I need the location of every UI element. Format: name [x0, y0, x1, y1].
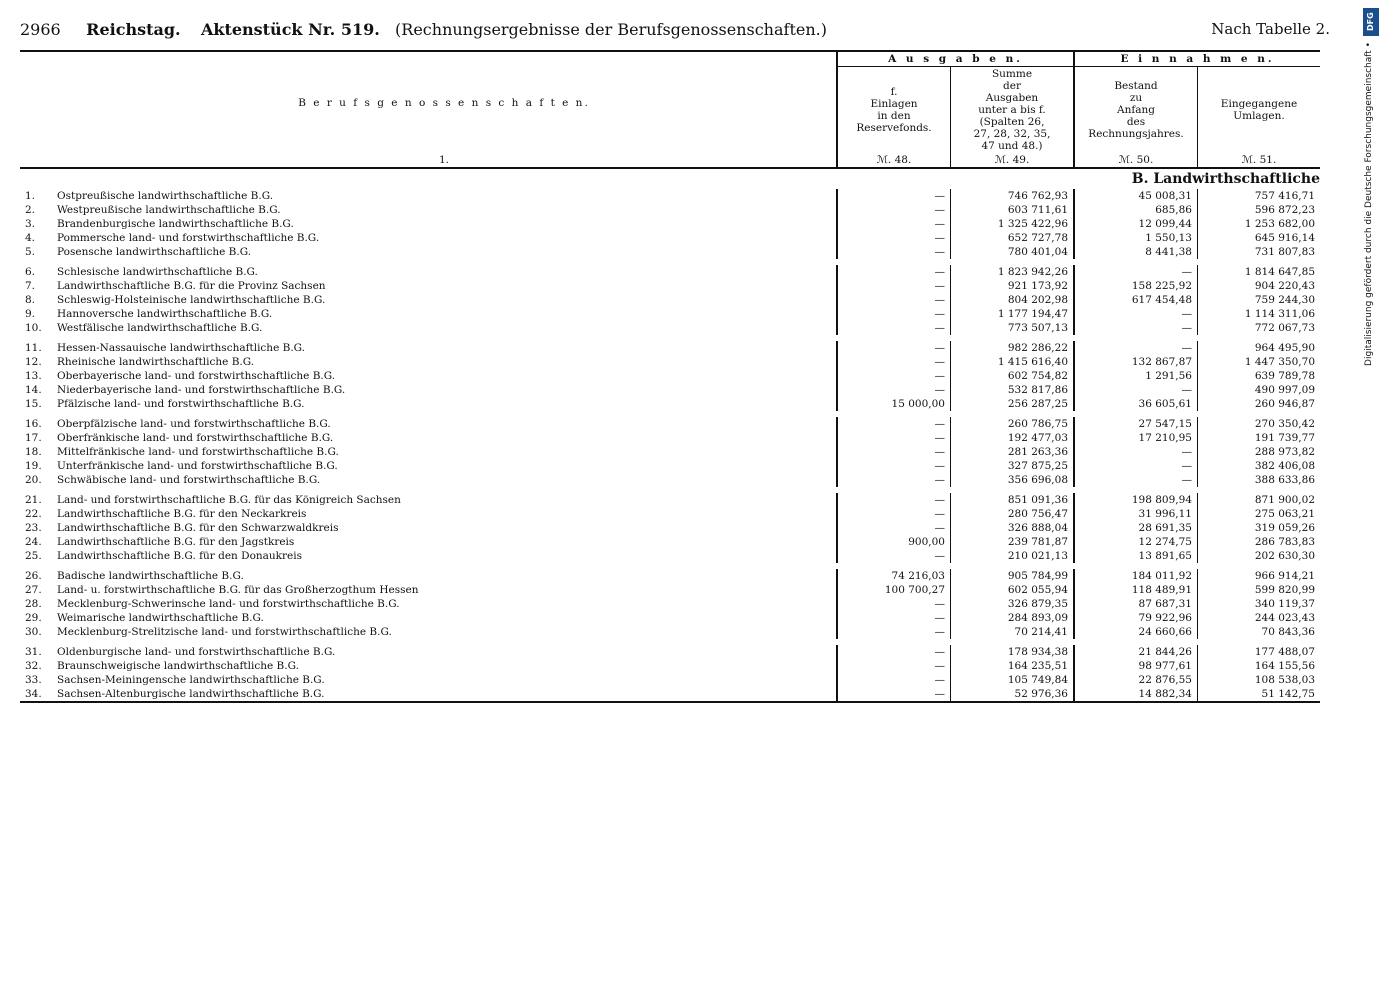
row-index: 21. — [25, 494, 42, 506]
table-body-rows — [20, 189, 1320, 702]
cell-c48: — — [837, 490, 951, 507]
row-name: Pommersche land- und forstwirthschaftliche B.G. — [52, 231, 837, 245]
th-c51 — [1198, 67, 1321, 154]
page-number-inline: 2966 — [20, 20, 61, 39]
row-name: Unterfränkische land- und forstwirthschaftliche B.G. — [52, 459, 837, 473]
cell-c51: 1 253 682,00 — [1244, 218, 1315, 230]
row-name: Oberpfälzische land- und forstwirthschaftliche B.G. — [52, 414, 837, 431]
cell-c49: 326 888,04 — [951, 521, 1075, 535]
unit-49: ℳ. — [994, 154, 1010, 166]
cell-c51: 319 059,26 — [1254, 522, 1315, 534]
cell-c49: 256 287,25 — [951, 397, 1075, 414]
row-name: Brandenburgische landwirthschaftliche B.G. — [52, 217, 837, 231]
th-c49 — [951, 67, 1075, 154]
table-row — [20, 231, 1320, 245]
cell-c49: 905 784,99 — [951, 566, 1075, 583]
cell-c48: 900,00 — [837, 535, 951, 549]
cell-c51: 1 814 647,85 — [1244, 266, 1315, 278]
section-title-row: B. Landwirthschaftliche — [1131, 171, 1320, 187]
table-row — [20, 673, 1320, 687]
cell-c50: — — [1074, 262, 1198, 279]
row-index: 5. — [25, 246, 36, 258]
cell-c51: 108 538,03 — [1254, 674, 1315, 686]
cell-c50: 24 660,66 — [1074, 625, 1198, 642]
cell-c49: 164 235,51 — [951, 659, 1075, 673]
header-line: Umlagen. — [1233, 110, 1285, 122]
row-index: 8. — [25, 294, 36, 306]
row-index: 11. — [25, 342, 42, 354]
cell-c50: 184 011,92 — [1074, 566, 1198, 583]
th-num51 — [1198, 153, 1321, 168]
row-name: Landwirthschaftliche B.G. für den Neckarkreis — [52, 507, 837, 521]
row-name: Schwäbische land- und forstwirthschaftliche B.G. — [52, 473, 837, 490]
row-index: 13. — [25, 370, 42, 382]
num-49: 49. — [1012, 154, 1030, 166]
cell-c50: 98 977,61 — [1074, 659, 1198, 673]
cell-c50: 13 891,65 — [1074, 549, 1198, 566]
cell-c51: 639 789,78 — [1254, 370, 1315, 382]
table-row — [20, 687, 1320, 702]
cell-c49: 105 749,84 — [951, 673, 1075, 687]
cell-c48: — — [837, 611, 951, 625]
row-name: Braunschweigische landwirthschaftliche B.G. — [52, 659, 837, 673]
row-index: 6. — [25, 266, 36, 278]
cell-c51: 490 997,09 — [1254, 384, 1315, 396]
cell-c49: 602 055,94 — [951, 583, 1075, 597]
cell-c50: 45 008,31 — [1074, 189, 1198, 203]
cell-c49: 192 477,03 — [951, 431, 1075, 445]
row-name: Schlesische landwirthschaftliche B.G. — [52, 262, 837, 279]
cell-c51: 596 872,23 — [1254, 204, 1315, 216]
cell-c51: 191 739,77 — [1254, 432, 1315, 444]
cell-c48: — — [837, 245, 951, 262]
table-row — [20, 245, 1320, 262]
th-names: B e r u f s g e n o s s e n s c h a f t e n. — [52, 51, 837, 153]
data-table — [20, 50, 1320, 703]
row-index: 7. — [25, 280, 36, 292]
c48-text — [839, 86, 949, 134]
cell-c48: 15 000,00 — [837, 397, 951, 414]
cell-c49: 284 893,09 — [951, 611, 1075, 625]
table-row — [20, 397, 1320, 414]
header-line: (Spalten 26, — [979, 116, 1045, 128]
table-row — [20, 549, 1320, 566]
cell-c48: — — [837, 369, 951, 383]
unit-50: ℳ. — [1118, 154, 1134, 166]
row-index: 14. — [25, 384, 42, 396]
cell-c49: 804 202,98 — [951, 293, 1075, 307]
cell-c49: 178 934,38 — [951, 642, 1075, 659]
row-name: Posensche landwirthschaftliche B.G. — [52, 245, 837, 262]
row-name: Sachsen-Altenburgische landwirthschaftliche B.G. — [52, 687, 837, 702]
cell-c51: 340 119,37 — [1254, 598, 1315, 610]
table-row — [20, 625, 1320, 642]
row-index: 18. — [25, 446, 42, 458]
cell-c51: 288 973,82 — [1254, 446, 1315, 458]
cell-c50: 617 454,48 — [1074, 293, 1198, 307]
cell-c51: 70 843,36 — [1261, 626, 1315, 638]
row-name: Landwirthschaftliche B.G. für den Jagstkreis — [52, 535, 837, 549]
unit-48: ℳ. — [876, 154, 892, 166]
header-line: Eingegangene — [1220, 98, 1298, 110]
cell-c48: — — [837, 597, 951, 611]
cell-c51: 964 495,90 — [1254, 342, 1315, 354]
row-name: Pfälzische land- und forstwirthschaftliche B.G. — [52, 397, 837, 414]
cell-c51: 244 023,43 — [1254, 612, 1315, 624]
table-row — [20, 490, 1320, 507]
num-48: 48. — [894, 154, 912, 166]
header-line: in den — [877, 110, 911, 122]
cell-c48: — — [837, 203, 951, 217]
row-name: Ostpreußische landwirthschaftliche B.G. — [52, 189, 837, 203]
row-name: Westfälische landwirthschaftliche B.G. — [52, 321, 837, 338]
row-index: 30. — [25, 626, 42, 638]
cell-c49: 281 263,36 — [951, 445, 1075, 459]
table-row — [20, 659, 1320, 673]
cell-c50: 14 882,34 — [1074, 687, 1198, 702]
cell-c51: 286 783,83 — [1254, 536, 1315, 548]
th-num50 — [1074, 153, 1198, 168]
th-c50 — [1074, 67, 1198, 154]
header-line: der — [1003, 80, 1021, 92]
cell-c49: 921 173,92 — [951, 279, 1075, 293]
cell-c48: — — [837, 473, 951, 490]
table-row — [20, 459, 1320, 473]
header-line: Reservefonds. — [856, 122, 932, 134]
row-index: 27. — [25, 584, 42, 596]
nach-tabelle-inline: Nach Tabelle 2. — [1211, 20, 1330, 38]
cell-c48: — — [837, 231, 951, 245]
header-line: zu — [1129, 92, 1143, 104]
cell-c49: 1 415 616,40 — [951, 355, 1075, 369]
cell-c50: 21 844,26 — [1074, 642, 1198, 659]
cell-c48: 100 700,27 — [837, 583, 951, 597]
cell-c50: 27 547,15 — [1074, 414, 1198, 431]
th-ausgaben: A u s g a b e n. — [837, 51, 1074, 67]
row-index: 4. — [25, 232, 36, 244]
cell-c50: — — [1074, 321, 1198, 338]
row-index: 34. — [25, 688, 42, 700]
row-name: Westpreußische landwirthschaftliche B.G. — [52, 203, 837, 217]
row-name: Landwirthschaftliche B.G. für den Donaukreis — [52, 549, 837, 566]
header-line: unter a bis f. — [978, 104, 1046, 116]
dfg-credit-strip — [1359, 0, 1383, 1000]
cell-c49: 1 823 942,26 — [951, 262, 1075, 279]
table-row — [20, 445, 1320, 459]
cell-c49: 280 756,47 — [951, 507, 1075, 521]
num-51: 51. — [1259, 154, 1277, 166]
cell-c51: 51 142,75 — [1261, 688, 1315, 700]
header-line: Bestand — [1114, 80, 1158, 92]
table-row — [20, 521, 1320, 535]
header-line: f. — [890, 86, 898, 98]
header-line: 47 und 48.) — [981, 140, 1043, 152]
cell-c48: — — [837, 642, 951, 659]
table-row — [20, 217, 1320, 231]
cell-c50: 685,86 — [1074, 203, 1198, 217]
cell-c50: 79 922,96 — [1074, 611, 1198, 625]
cell-c48: — — [837, 293, 951, 307]
row-index: 19. — [25, 460, 42, 472]
row-name: Landwirthschaftliche B.G. für den Schwarzwaldkreis — [52, 521, 837, 535]
row-index: 22. — [25, 508, 42, 520]
aktenstueck-inline: Aktenstück Nr. 519. — [200, 20, 380, 39]
num-50: 50. — [1136, 154, 1154, 166]
cell-c48: — — [837, 338, 951, 355]
row-index: 20. — [25, 474, 42, 486]
cell-c51: 772 067,73 — [1254, 322, 1315, 334]
cell-c50: 198 809,94 — [1074, 490, 1198, 507]
row-index: 17. — [25, 432, 42, 444]
table-row — [20, 338, 1320, 355]
table-row — [20, 369, 1320, 383]
th-einnahmen: E i n n a h m e n. — [1074, 51, 1320, 67]
row-name: Oberbayerische land- und forstwirthschaftliche B.G. — [52, 369, 837, 383]
cell-c49: 1 325 422,96 — [951, 217, 1075, 231]
table-row — [20, 507, 1320, 521]
cell-c48: — — [837, 355, 951, 369]
cell-c48: — — [837, 459, 951, 473]
row-name: Oldenburgische land- und forstwirthschaftliche B.G. — [52, 642, 837, 659]
row-index: 25. — [25, 550, 42, 562]
c51-text — [1199, 98, 1319, 122]
c49-text — [952, 68, 1072, 152]
row-name: Niederbayerische land- und forstwirthschaftliche B.G. — [52, 383, 837, 397]
table-row — [20, 279, 1320, 293]
header-line: Rechnungsjahres. — [1088, 128, 1184, 140]
row-index: 32. — [25, 660, 42, 672]
cell-c51: 382 406,08 — [1254, 460, 1315, 472]
cell-c49: 982 286,22 — [951, 338, 1075, 355]
row-index: 28. — [25, 598, 42, 610]
row-name: Mittelfränkische land- und forstwirthschaftliche B.G. — [52, 445, 837, 459]
unit-51: ℳ. — [1241, 154, 1257, 166]
dfg-credit-text: Digitalisierung gefördert durch die Deutsche Forschungsgemeinschaft • — [1364, 42, 1374, 366]
cell-c48: — — [837, 262, 951, 279]
row-name: Rheinische landwirthschaftliche B.G. — [52, 355, 837, 369]
cell-c49: 52 976,36 — [951, 687, 1075, 702]
row-index: 10. — [25, 322, 42, 334]
cell-c48: — — [837, 659, 951, 673]
row-name: Mecklenburg-Strelitzische land- und forstwirthschaftliche B.G. — [52, 625, 837, 642]
cell-c51: 177 488,07 — [1254, 646, 1315, 658]
header-line: 27, 28, 32, 35, — [973, 128, 1051, 140]
cell-c49: 603 711,61 — [951, 203, 1075, 217]
reichstag-inline: Reichstag. — [86, 20, 181, 39]
th-blank — [20, 153, 52, 168]
table-row — [20, 355, 1320, 369]
row-index: 15. — [25, 398, 42, 410]
cell-c50: 158 225,92 — [1074, 279, 1198, 293]
row-name: Hannoversche landwirthschaftliche B.G. — [52, 307, 837, 321]
cell-c50: 132 867,87 — [1074, 355, 1198, 369]
cell-c48: — — [837, 217, 951, 231]
cell-c48: — — [837, 549, 951, 566]
row-name: Oberfränkische land- und forstwirthschaftliche B.G. — [52, 431, 837, 445]
row-name: Landwirthschaftliche B.G. für die Provinz Sachsen — [52, 279, 837, 293]
table-row — [20, 262, 1320, 279]
cell-c49: 1 177 194,47 — [951, 307, 1075, 321]
header-line: Einlagen — [870, 98, 918, 110]
row-name: Land- und forstwirthschaftliche B.G. für das Königreich Sachsen — [52, 490, 837, 507]
cell-c49: 773 507,13 — [951, 321, 1075, 338]
table-row — [20, 566, 1320, 583]
cell-c50: 17 210,95 — [1074, 431, 1198, 445]
cell-c50: — — [1074, 445, 1198, 459]
cell-c51: 270 350,42 — [1254, 418, 1315, 430]
table-row — [20, 189, 1320, 203]
cell-c50: 1 550,13 — [1074, 231, 1198, 245]
cell-c51: 275 063,21 — [1254, 508, 1315, 520]
cell-c51: 645 916,14 — [1254, 232, 1315, 244]
cell-c50: — — [1074, 307, 1198, 321]
table-row — [20, 583, 1320, 597]
row-name: Mecklenburg-Schwerinsche land- und forstwirthschaftliche B.G. — [52, 597, 837, 611]
cell-c48: — — [837, 321, 951, 338]
table-row — [20, 307, 1320, 321]
row-name: Badische landwirthschaftliche B.G. — [52, 566, 837, 583]
cell-c49: 327 875,25 — [951, 459, 1075, 473]
table-row — [20, 383, 1320, 397]
cell-c49: 532 817,86 — [951, 383, 1075, 397]
cell-c50: — — [1074, 473, 1198, 490]
cell-c48: 74 216,03 — [837, 566, 951, 583]
row-name: Land- u. forstwirthschaftliche B.G. für das Großherzogthum Hessen — [52, 583, 837, 597]
th-num1: 1. — [52, 153, 837, 168]
th-index — [20, 51, 52, 153]
cell-c49: 356 696,08 — [951, 473, 1075, 490]
cell-c48: — — [837, 625, 951, 642]
row-index: 1. — [25, 190, 36, 202]
table-row — [20, 473, 1320, 490]
cell-c48: — — [837, 673, 951, 687]
header-line: Anfang — [1117, 104, 1155, 116]
cell-c50: — — [1074, 383, 1198, 397]
dfg-logo: DFG — [1363, 8, 1379, 36]
cell-c49: 260 786,75 — [951, 414, 1075, 431]
table-row — [20, 293, 1320, 307]
cell-c50: 22 876,55 — [1074, 673, 1198, 687]
header-line: des — [1126, 116, 1146, 128]
cell-c49: 326 879,35 — [951, 597, 1075, 611]
cell-c50: 31 996,11 — [1074, 507, 1198, 521]
cell-c49: 780 401,04 — [951, 245, 1075, 262]
cell-c49: 851 091,36 — [951, 490, 1075, 507]
table-row — [20, 414, 1320, 431]
row-index: 24. — [25, 536, 42, 548]
cell-c50: 1 291,56 — [1074, 369, 1198, 383]
cell-c48: — — [837, 279, 951, 293]
row-index: 33. — [25, 674, 42, 686]
th-num48 — [837, 153, 951, 168]
table-row — [20, 642, 1320, 659]
cell-c48: — — [837, 431, 951, 445]
cell-c51: 731 807,83 — [1254, 246, 1315, 258]
cell-c49: 602 754,82 — [951, 369, 1075, 383]
cell-c48: — — [837, 383, 951, 397]
cell-c48: — — [837, 507, 951, 521]
cell-c50: 8 441,38 — [1074, 245, 1198, 262]
row-index: 26. — [25, 570, 42, 582]
row-index: 2. — [25, 204, 36, 216]
header-line: Ausgaben — [985, 92, 1039, 104]
table-row — [20, 597, 1320, 611]
cell-c49: 746 762,93 — [951, 189, 1075, 203]
cell-c51: 904 220,43 — [1254, 280, 1315, 292]
table-row — [20, 321, 1320, 338]
header-line — [20, 20, 827, 39]
cell-c49: 210 021,13 — [951, 549, 1075, 566]
cell-c50: 36 605,61 — [1074, 397, 1198, 414]
cell-c50: 12 274,75 — [1074, 535, 1198, 549]
table-row — [20, 535, 1320, 549]
cell-c51: 1 447 350,70 — [1244, 356, 1315, 368]
cell-c49: 239 781,87 — [951, 535, 1075, 549]
row-name: Schleswig-Holsteinische landwirthschaftliche B.G. — [52, 293, 837, 307]
row-name: Weimarische landwirthschaftliche B.G. — [52, 611, 837, 625]
cell-c50: — — [1074, 338, 1198, 355]
cell-c50: 118 489,91 — [1074, 583, 1198, 597]
cell-c49: 70 214,41 — [951, 625, 1075, 642]
cell-c48: — — [837, 521, 951, 535]
cell-c50: 12 099,44 — [1074, 217, 1198, 231]
cell-c50: 87 687,31 — [1074, 597, 1198, 611]
row-index: 23. — [25, 522, 42, 534]
cell-c51: 164 155,56 — [1254, 660, 1315, 672]
table — [20, 20, 1330, 980]
row-name: Sachsen-Meiningensche landwirthschaftliche B.G. — [52, 673, 837, 687]
row-index: 3. — [25, 218, 36, 230]
cell-c48: — — [837, 445, 951, 459]
cell-c48: — — [837, 307, 951, 321]
cell-c50: — — [1074, 459, 1198, 473]
cell-c51: 966 914,21 — [1254, 570, 1315, 582]
cell-c50: 28 691,35 — [1074, 521, 1198, 535]
row-name: Hessen-Nassauische landwirthschaftliche B.G. — [52, 338, 837, 355]
cell-c49: 652 727,78 — [951, 231, 1075, 245]
cell-c48: — — [837, 189, 951, 203]
table-row — [20, 203, 1320, 217]
th-c48 — [837, 67, 951, 154]
cell-c51: 388 633,86 — [1254, 474, 1315, 486]
row-index: 16. — [25, 418, 42, 430]
table-row — [20, 611, 1320, 625]
row-index: 31. — [25, 646, 42, 658]
header-line: Summe — [991, 68, 1033, 80]
row-index: 12. — [25, 356, 42, 368]
cell-c48: — — [837, 687, 951, 702]
cell-c51: 1 114 311,06 — [1244, 308, 1315, 320]
subtitle-inline: (Rechnungsergebnisse der Berufsgenossenschaften.) — [395, 20, 827, 39]
cell-c51: 871 900,02 — [1254, 494, 1315, 506]
cell-c51: 759 244,30 — [1254, 294, 1315, 306]
row-index: 9. — [25, 308, 36, 320]
row-index: 29. — [25, 612, 42, 624]
cell-c51: 202 630,30 — [1254, 550, 1315, 562]
cell-c48: — — [837, 414, 951, 431]
cell-c51: 599 820,99 — [1254, 584, 1315, 596]
cell-c51: 757 416,71 — [1254, 190, 1315, 202]
c50-text — [1076, 80, 1196, 140]
table-row — [20, 431, 1320, 445]
th-num49 — [951, 153, 1075, 168]
cell-c51: 260 946,87 — [1254, 398, 1315, 410]
